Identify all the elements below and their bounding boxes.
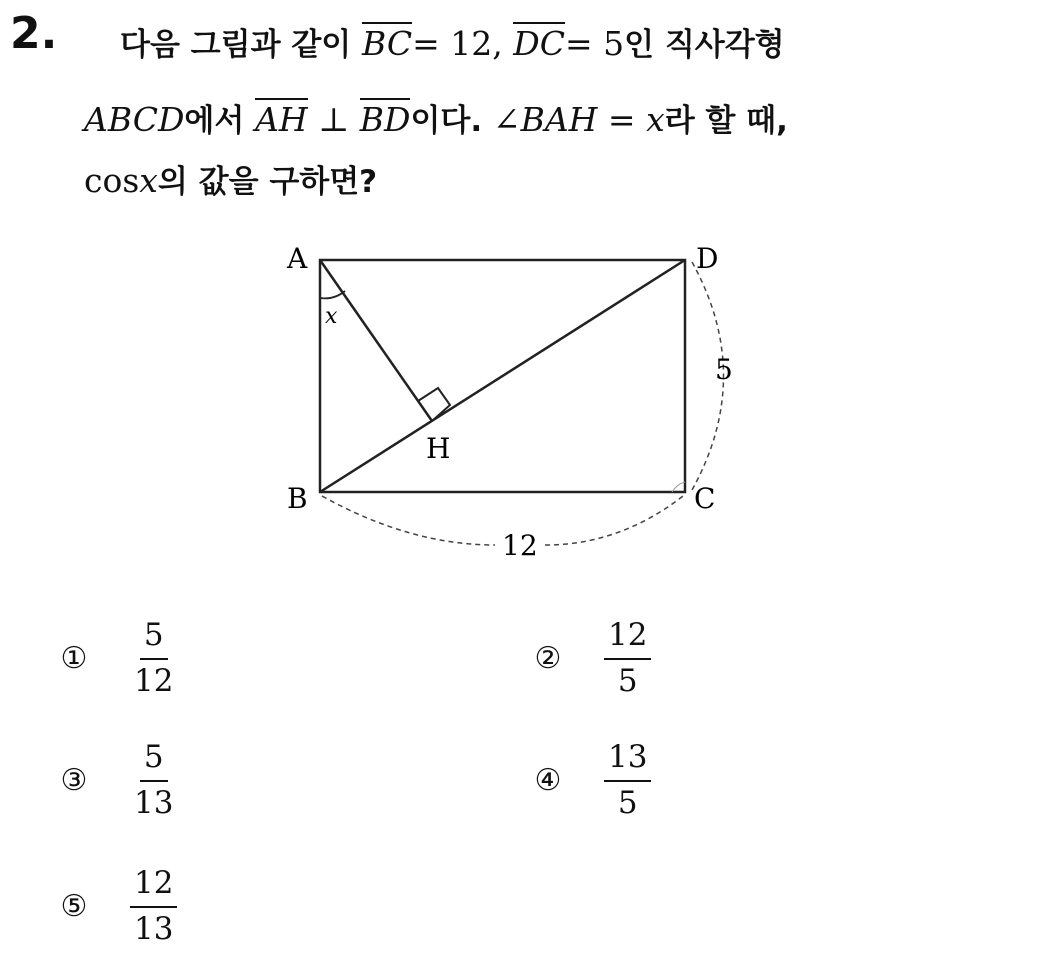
answer-choice-4[interactable]: [528, 740, 651, 821]
cos-function: cos: [84, 161, 140, 200]
choice-number: ②: [534, 641, 562, 677]
numerator: 12: [604, 618, 651, 660]
numerator: 5: [140, 618, 168, 660]
segment-ah: AH: [255, 100, 308, 139]
side-label-dc: 5: [715, 353, 733, 386]
fraction: [130, 866, 177, 947]
perpendicular-symbol: ⊥: [307, 100, 360, 139]
answer-choice-1[interactable]: [54, 618, 177, 699]
variable-x: x: [139, 161, 158, 200]
problem-text: 이다.: [410, 103, 493, 139]
problem-number: 2.: [10, 8, 58, 59]
answer-choice-3[interactable]: [54, 740, 177, 821]
angle-expression: ∠BAH = x: [492, 100, 665, 139]
choice-number: ①: [60, 641, 88, 677]
denominator: 13: [134, 784, 174, 821]
segment-ah-line: [320, 260, 432, 421]
dimension-arc-bc-right: [545, 496, 683, 545]
answer-choice-2[interactable]: [528, 618, 651, 699]
problem-text: 에서: [184, 103, 256, 139]
problem-text: 의 값을 구하면?: [157, 164, 378, 200]
choice-number: ⑤: [60, 889, 88, 925]
equation-text: = 5: [564, 24, 625, 63]
rectangle-name: ABCD: [84, 100, 185, 139]
vertex-label-d: D: [696, 242, 719, 275]
fraction: [130, 740, 177, 821]
angle-label-x: x: [325, 304, 338, 329]
denominator: 5: [617, 662, 638, 699]
point-label-h: H: [426, 432, 451, 465]
segment-bc: BC: [362, 24, 413, 63]
diagonal-bd: [320, 260, 685, 492]
choice-number: ④: [534, 763, 562, 799]
numerator: 12: [130, 866, 177, 908]
corner-mark: [672, 482, 685, 492]
side-label-bc: 12: [502, 529, 538, 562]
problem-text: 라 할 때,: [664, 103, 788, 139]
vertex-label-a: A: [287, 242, 308, 275]
choice-number: ③: [60, 763, 88, 799]
denominator: 5: [617, 784, 638, 821]
answer-choice-5[interactable]: [54, 866, 177, 947]
vertex-label-c: C: [694, 482, 716, 515]
vertex-label-b: B: [287, 482, 308, 515]
segment-bd: BD: [359, 100, 411, 139]
numerator: 5: [140, 740, 168, 782]
equation-text: = 12,: [412, 24, 514, 63]
numerator: 13: [604, 740, 651, 782]
denominator: 12: [134, 662, 174, 699]
problem-text: 인 직사각형: [624, 27, 785, 63]
problem-text: 다음 그림과 같이: [120, 27, 362, 63]
dimension-arc-bc-left: [322, 496, 495, 545]
fraction: [130, 618, 177, 699]
segment-dc: DC: [513, 24, 565, 63]
fraction: [604, 740, 651, 821]
denominator: 13: [134, 910, 174, 947]
fraction: [604, 618, 651, 699]
right-angle-mark: [418, 388, 450, 421]
